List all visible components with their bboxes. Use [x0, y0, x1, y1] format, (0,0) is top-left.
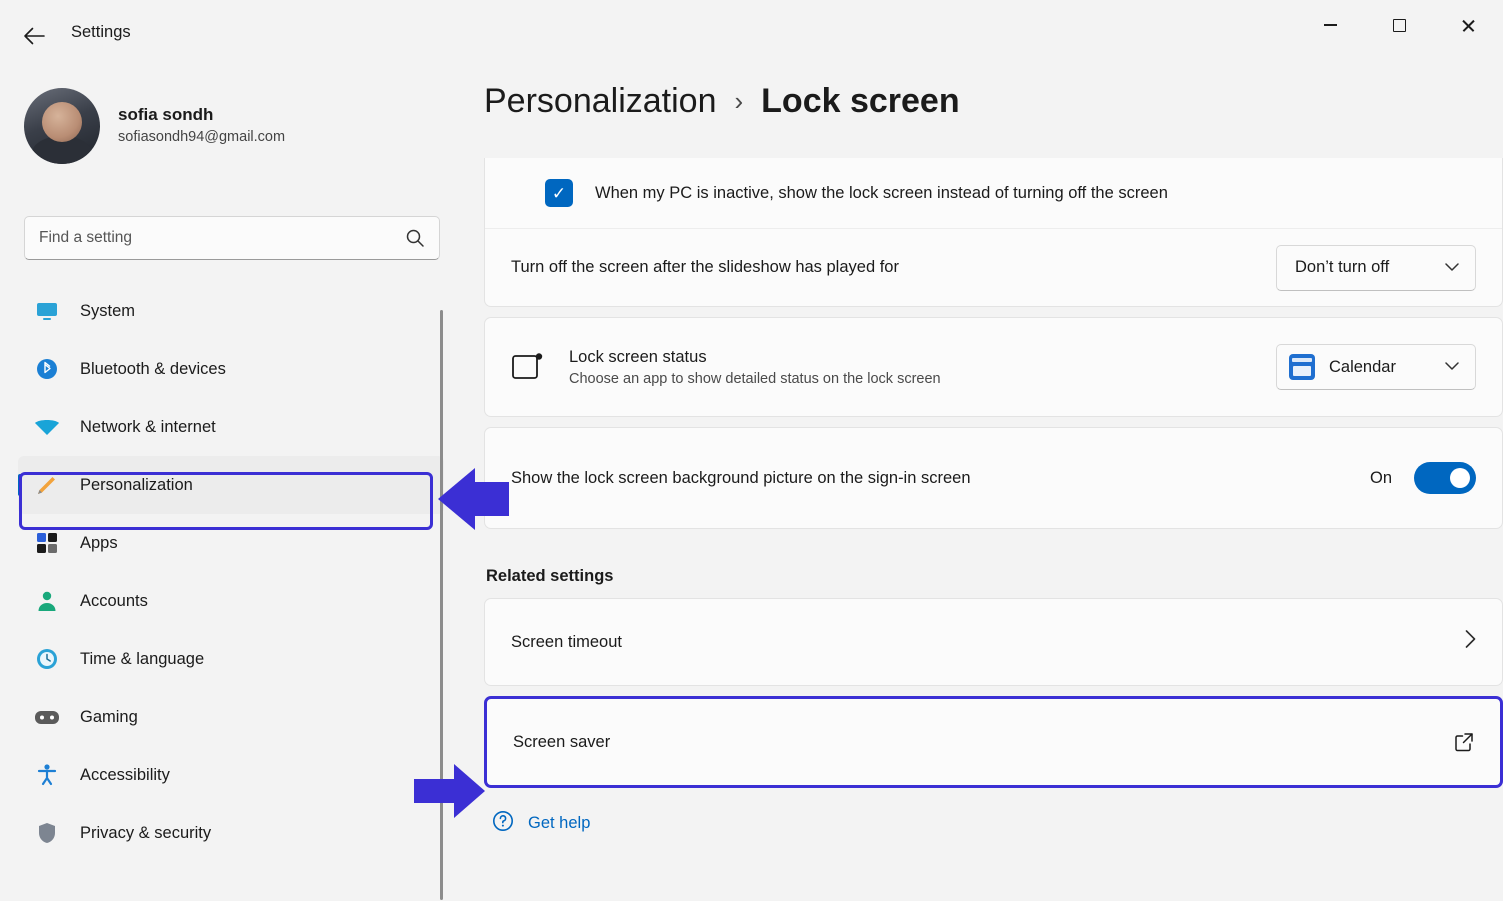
lock-screen-status-icon	[511, 350, 545, 384]
inactive-lockscreen-checkbox[interactable]	[545, 179, 573, 207]
search-icon	[405, 228, 439, 248]
account-name: sofia sondh	[118, 104, 214, 124]
external-link-icon	[1454, 732, 1474, 752]
sidebar-item-label: Time & language	[80, 649, 205, 668]
monitor-icon	[34, 298, 60, 324]
turn-off-screen-row	[485, 228, 1502, 306]
sidebar-item-gaming[interactable]	[18, 688, 444, 746]
sidebar-item-label: Personalization	[80, 475, 193, 494]
sidebar-item-system[interactable]	[18, 282, 444, 340]
search-box[interactable]	[24, 216, 440, 260]
signin-background-toggle[interactable]	[1414, 462, 1476, 494]
sidebar-item-accounts[interactable]	[18, 572, 444, 630]
sidebar	[0, 70, 462, 901]
signin-background-row	[485, 428, 1502, 528]
accessibility-icon	[34, 762, 60, 788]
lock-screen-status-dropdown[interactable]	[1276, 344, 1476, 390]
maximize-icon	[1393, 19, 1406, 32]
lock-screen-status-value: Calendar	[1329, 357, 1396, 376]
signin-background-card	[484, 427, 1503, 529]
sidebar-item-personalization[interactable]	[18, 456, 444, 514]
chevron-down-icon	[1445, 360, 1459, 374]
breadcrumb-separator: ›	[734, 86, 744, 116]
gamepad-icon	[34, 704, 60, 730]
sidebar-item-privacy-security[interactable]	[18, 804, 444, 862]
screen-timeout-row[interactable]	[485, 599, 1502, 685]
check-icon: ✓	[551, 183, 567, 203]
sidebar-item-time-language[interactable]	[18, 630, 444, 688]
sidebar-item-label: Bluetooth & devices	[80, 359, 226, 378]
turn-off-screen-value: Don’t turn off	[1295, 258, 1390, 276]
sidebar-item-label: Apps	[80, 533, 118, 552]
close-button[interactable]	[1434, 0, 1503, 50]
sidebar-item-accessibility[interactable]	[18, 746, 444, 804]
lock-screen-status-card	[484, 317, 1503, 417]
back-button[interactable]	[16, 18, 52, 54]
sidebar-scrollbar[interactable]	[440, 310, 443, 900]
lock-screen-status-description: Choose an app to show detailed status on the lock screen	[569, 370, 941, 387]
sidebar-item-apps[interactable]	[18, 514, 444, 572]
help-icon	[492, 810, 514, 837]
back-arrow-icon	[23, 27, 45, 45]
calendar-icon	[1289, 354, 1315, 380]
minimize-icon	[1324, 24, 1337, 26]
chevron-right-icon	[1465, 630, 1476, 654]
sidebar-item-network-internet[interactable]	[18, 398, 444, 456]
main-content	[462, 70, 1503, 901]
person-icon	[34, 588, 60, 614]
breadcrumb-parent[interactable]: Personalization	[484, 82, 717, 120]
close-icon	[1461, 18, 1476, 33]
inactive-lockscreen-row[interactable]	[485, 158, 1502, 228]
screen-timeout-label: Screen timeout	[511, 632, 622, 651]
slideshow-card	[484, 158, 1503, 307]
sidebar-item-label: System	[80, 301, 136, 320]
turn-off-screen-dropdown[interactable]	[1276, 245, 1476, 291]
turn-off-screen-label: Turn off the screen after the slideshow has played for	[511, 258, 899, 276]
lock-screen-status-row	[485, 318, 1502, 416]
chevron-down-icon	[1445, 261, 1459, 275]
account-block[interactable]	[24, 88, 285, 164]
minimize-button[interactable]	[1296, 0, 1365, 50]
clock-icon	[34, 646, 60, 672]
sidebar-item-label: Accounts	[80, 591, 148, 610]
title-bar	[0, 0, 1503, 70]
signin-background-toggle-wrap	[1370, 462, 1476, 494]
maximize-button[interactable]	[1365, 0, 1434, 50]
screen-saver-row[interactable]	[487, 699, 1500, 785]
screen-saver-label: Screen saver	[513, 732, 611, 751]
account-email: sofiasondh94@gmail.com	[118, 128, 286, 145]
sidebar-item-label: Gaming	[80, 707, 138, 726]
screen-saver-card[interactable]	[484, 696, 1503, 788]
apps-icon	[34, 530, 60, 556]
get-help-label: Get help	[528, 814, 591, 832]
sidebar-item-label: Network & internet	[80, 417, 216, 436]
avatar	[24, 88, 100, 164]
sidebar-item-label: Privacy & security	[80, 823, 212, 842]
sidebar-item-bluetooth-devices[interactable]	[18, 340, 444, 398]
sidebar-item-label: Accessibility	[80, 765, 170, 784]
signin-background-state-label: On	[1369, 468, 1392, 487]
related-settings-title: Related settings	[486, 567, 614, 585]
signin-background-label: Show the lock screen background picture on the sign-in screen	[511, 468, 971, 487]
breadcrumb	[484, 82, 960, 121]
get-help-link[interactable]	[492, 810, 1503, 837]
sidebar-nav	[18, 282, 444, 862]
settings-list	[484, 158, 1503, 901]
page-title: Lock screen	[761, 82, 960, 120]
app-title: Settings	[71, 23, 131, 41]
search-input[interactable]	[25, 217, 405, 259]
inactive-lockscreen-label: When my PC is inactive, show the lock screen instead of turning off the screen	[595, 183, 1168, 202]
screen-timeout-card[interactable]	[484, 598, 1503, 686]
shield-icon	[34, 820, 60, 846]
bluetooth-icon	[34, 356, 60, 382]
window-controls	[1296, 0, 1503, 50]
paintbrush-icon	[34, 472, 60, 498]
lock-screen-status-label: Lock screen status	[569, 347, 707, 366]
wifi-icon	[34, 414, 60, 440]
